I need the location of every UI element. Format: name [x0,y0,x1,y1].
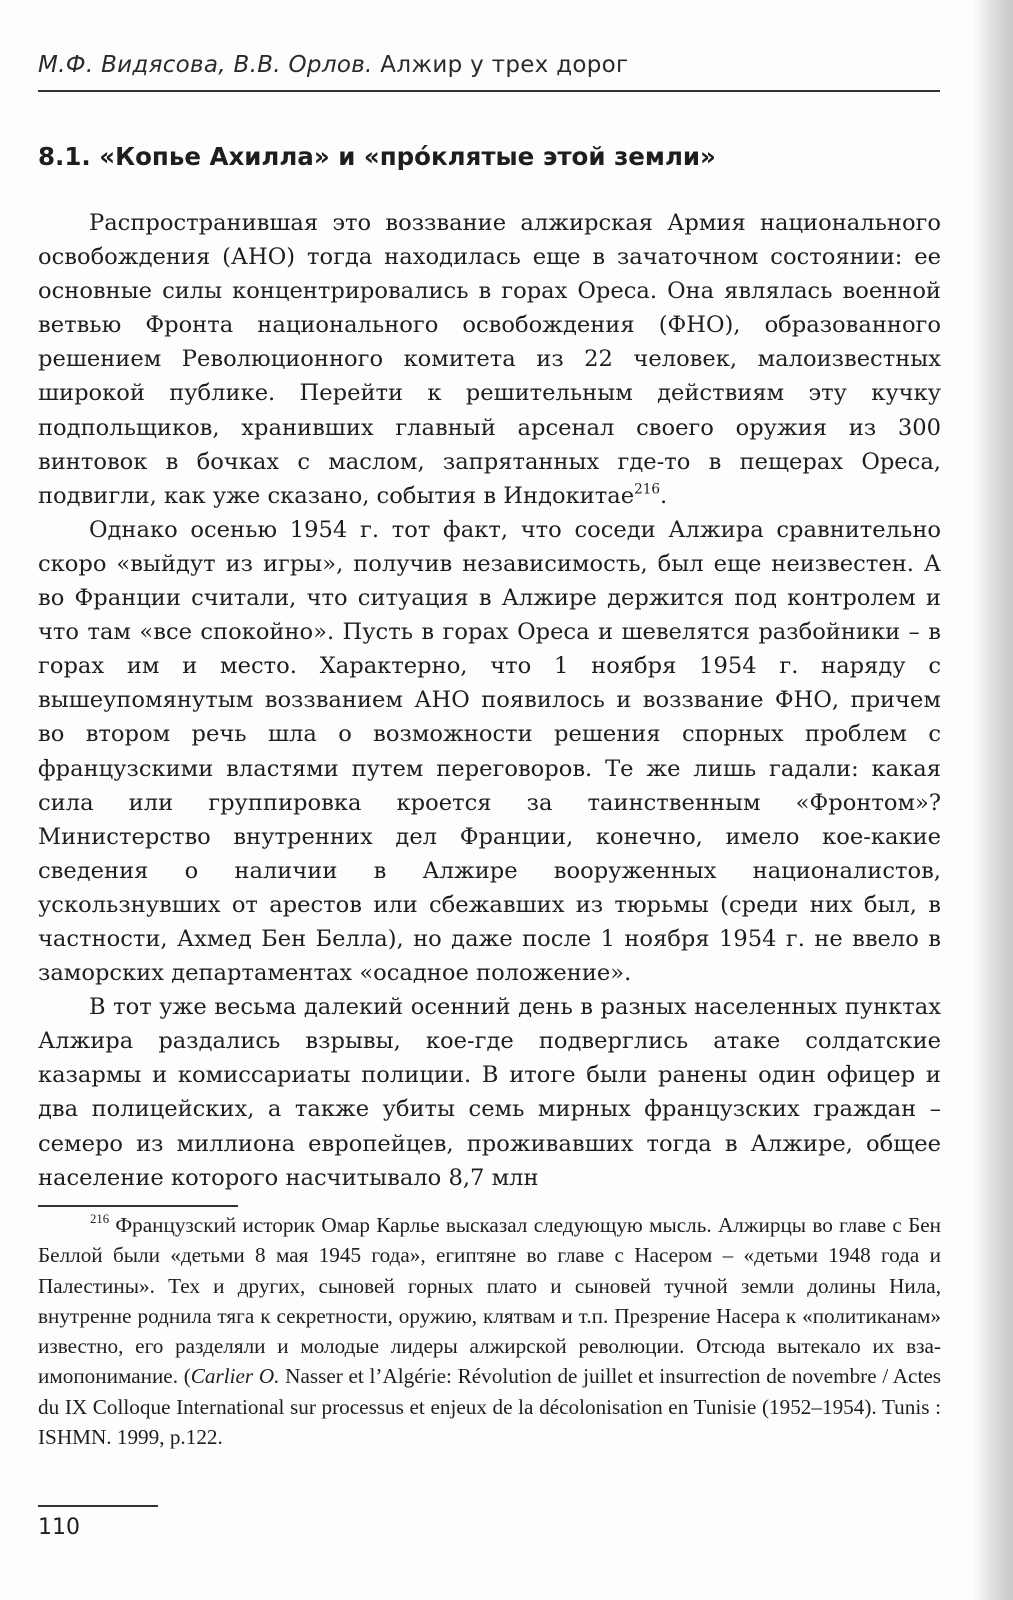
paragraph-1 [38,206,941,513]
footnote-number: 216 [90,1212,110,1227]
folio-rule [38,1505,158,1507]
section-title: 8.1. «Копье Ахилла» и «прóклятые этой земли» [38,142,716,171]
header-rule [38,90,940,92]
page-number: 110 [38,1515,80,1540]
paragraph-1-end: . [659,482,668,509]
body-text [38,206,941,1195]
header-book-title: Алжир у трех дорог [380,52,629,78]
paragraph-2: Однако осенью 1954 г. тот факт, что соседи Алжира сравнительно скоро «выйдут из игры», получив независимость, был еще неизвестен. А во Франции считали, что ситуация в Алжире держится под контролем и что там «все спокойно». Пусть в горах Ореса и шевелятся разбойники – в горах им и место. Характерно, что 1 ноября 1954 г. наряду с вышеупомянутым воззванием АНО появилось и воззвание ФНО, причем во втором речь шла о возможности решения спорных проблем с французскими властями путем переговоров. Те же лишь гадали: какая сила или группировка кроется за таинственным «Фронтом»? Министерство внутренних дел Франции, конечно, имело кое-какие сведения о наличии в Алжире вооруженных националистов, ускользнувших от арестов или сбежавших из тюрьмы (среди них был, в частности, Ахмед Бен Белла), но даже после 1 ноября 1954 г. не ввело в заморских департаментах «осадное положение». [38,516,941,987]
footnote-ref[interactable]: 216 [634,481,660,498]
footnote-cite-author: Carlier O. [190,1364,280,1389]
page-edge-shadow [973,0,1013,1600]
paragraph-3: В тот уже весьма далекий осенний день в разных населенных пунктах Алжира раздались взрывы, кое-где подверглись атаке солдатские казармы и комиссариаты полиции. В итоге были ранены один офицер и два полицейских, а также убиты семь мирных французских граждан – семеро из миллиона европейцев, проживавших тогда в Алжире, общее население которого насчитывало 8,7 млн [38,994,941,1191]
footnote-cite-rest: Nasser et l’Algérie: Révolution de juillet et insurrection de novembre / Actes du IX Colloque International sur processus et enjeux de la décolonisation en Tunisie (1952–1954). Tunis : ISHMN. 1999, p.122. [38,1364,941,1450]
paragraph-1-text: Распространившая это воззвание алжирская Армия национального освобождения (АНО) тогда находилась еще в зачаточном состоянии: ее основные силы концентрировались в горах Ореса. Она являлась военной ветвью Фронта национального освобождения (ФНО), образованного решением Революционного комитета из 22 человек, малоизвестных широкой публике. Перейти к решительным действиям эту кучку подпольщиков, хранивших главный арсенал своего оружия из 300 винтовок в бочках с маслом, запрятанных где-то в пещерах Ореса, подвигли, как уже сказано, события в Индокитае [38,210,941,509]
footnote-216 [38,1210,941,1452]
footnote-text: Французский историк Омар Карлье высказал следующую мысль. Алжирцы во главе с Бен Беллой были «детьми 8 мая 1945 года», египтяне во главе с Насером – «детьми 1948 года и Палестины». Тех и других, сыновей горных плато и сыновей тучной земли долины Нила, внутренне роднила тяга к секретности, оружию, клятвам и т.п. Презрение Насера к «политиканам» известно, его разделяли и молодые лидеры алжирской революции. Отсюда вытекало их взаимопонимание. ( [38,1213,941,1389]
footnote-rule [38,1205,238,1207]
footnote [38,1210,941,1452]
running-header [38,52,938,78]
header-authors: М.Ф. Видясова, В.В. Орлов. [38,52,373,78]
